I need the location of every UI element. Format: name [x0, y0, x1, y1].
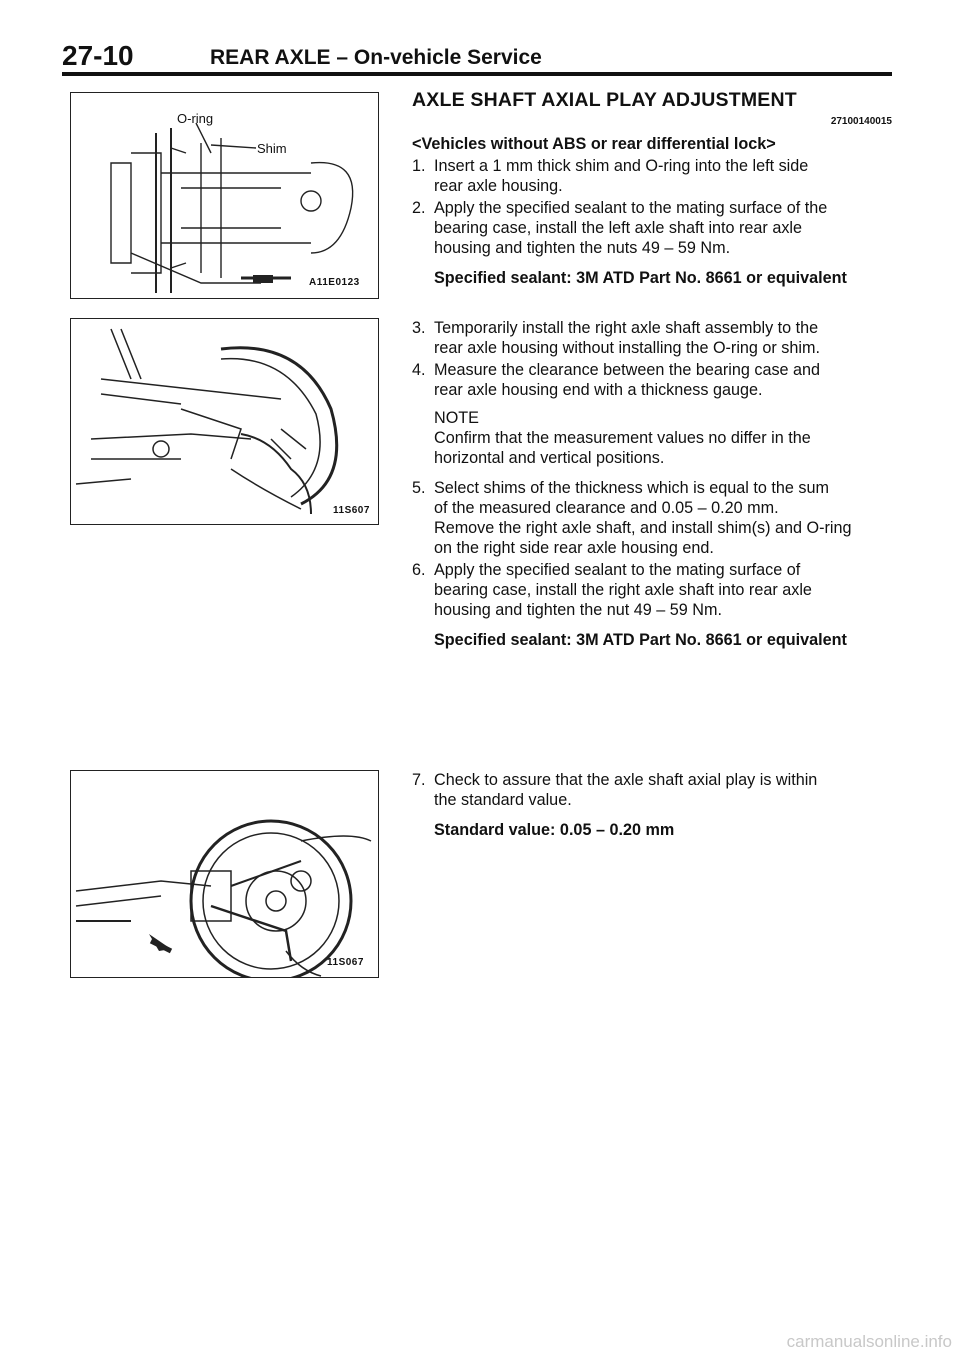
step-text: housing and tighten the nut 49 – 59 Nm.: [434, 601, 722, 619]
step-text: rear axle housing without installing the O-ring or shim.: [434, 339, 820, 357]
step-text: Apply the specified sealant to the mating surface of: [434, 561, 801, 579]
section-code: 27100140015: [830, 116, 892, 127]
note: [412, 408, 892, 468]
page-header: [62, 40, 892, 74]
step-text: rear axle housing.: [434, 177, 563, 195]
step-text: Check to assure that the axle shaft axial play is within: [434, 771, 818, 789]
steps-3-to-6-block: [412, 318, 892, 650]
step-text: rear axle housing end with a thickness gauge.: [434, 381, 763, 399]
step-text: Remove the right axle shaft, and install shim(s) and O-ring: [434, 519, 852, 537]
step-number: 2.: [412, 199, 426, 217]
step-4: [412, 360, 892, 400]
step-number: 1.: [412, 157, 426, 175]
step-number: 5.: [412, 479, 426, 497]
section-heading: AXLE SHAFT AXIAL PLAY ADJUSTMENT: [412, 89, 797, 111]
standard-value: Standard value: 0.05 – 0.20 mm: [434, 821, 675, 839]
step-7-block: [412, 770, 892, 840]
figure-thickness-gauge-measurement: [70, 318, 379, 525]
step-text: Measure the clearance between the bearing case and: [434, 361, 821, 379]
step-2: [412, 198, 892, 258]
step-6: [412, 560, 892, 620]
section-subheading: <Vehicles without ABS or rear differential lock>: [412, 135, 776, 153]
running-title: REAR AXLE – On-vehicle Service: [210, 46, 542, 69]
step-text: Temporarily install the right axle shaft assembly to the: [434, 319, 819, 337]
dial-gauge-illustration: [71, 771, 378, 977]
figure-code: 11S067: [327, 957, 364, 968]
watermark: carmanualsonline.info: [786, 1332, 952, 1351]
step-number: 4.: [412, 361, 426, 379]
step-text: bearing case, install the right axle shaft into rear axle: [434, 581, 812, 599]
step-1: [412, 156, 892, 196]
specified-sealant-2: Specified sealant: 3M ATD Part No. 8661 or equivalent: [434, 631, 847, 649]
step-text: of the measured clearance and 0.05 – 0.20 mm.: [434, 499, 779, 517]
figure-dial-gauge-check: [70, 770, 379, 978]
thickness-gauge-illustration: [71, 319, 378, 524]
step-text: Apply the specified sealant to the mating surface of the: [434, 199, 828, 217]
step-text: bearing case, install the left axle shaft into rear axle: [434, 219, 803, 237]
step-text: Select shims of the thickness which is equal to the sum: [434, 479, 829, 497]
specified-sealant-1: Specified sealant: 3M ATD Part No. 8661 or equivalent: [434, 269, 847, 287]
section-heading-block: [412, 90, 892, 288]
o-ring-label: O-ring: [177, 111, 214, 126]
page-number: 27-10: [62, 40, 134, 71]
step-text: housing and tighten the nuts 49 – 59 Nm.: [434, 239, 731, 257]
step-text: Insert a 1 mm thick shim and O-ring into the left side: [434, 157, 809, 175]
step-number: 3.: [412, 319, 426, 337]
step-5: [412, 478, 892, 558]
header-rule: [62, 72, 892, 76]
shim-label: Shim: [257, 141, 287, 156]
note-title: NOTE: [434, 409, 479, 427]
figure-code: 11S607: [333, 505, 370, 516]
step-text: on the right side rear axle housing end.: [434, 539, 714, 557]
step-number: 7.: [412, 771, 426, 789]
step-text: the standard value.: [434, 791, 572, 809]
step-number: 6.: [412, 561, 426, 579]
note-text: Confirm that the measurement values no differ in the: [434, 429, 811, 447]
step-3: [412, 318, 892, 358]
figure-axle-housing-cross-section: [70, 92, 379, 299]
axle-cross-section-illustration: [71, 93, 378, 298]
note-text: horizontal and vertical positions.: [434, 449, 665, 467]
figure-code: A11E0123: [309, 277, 360, 288]
step-7: [412, 770, 892, 810]
